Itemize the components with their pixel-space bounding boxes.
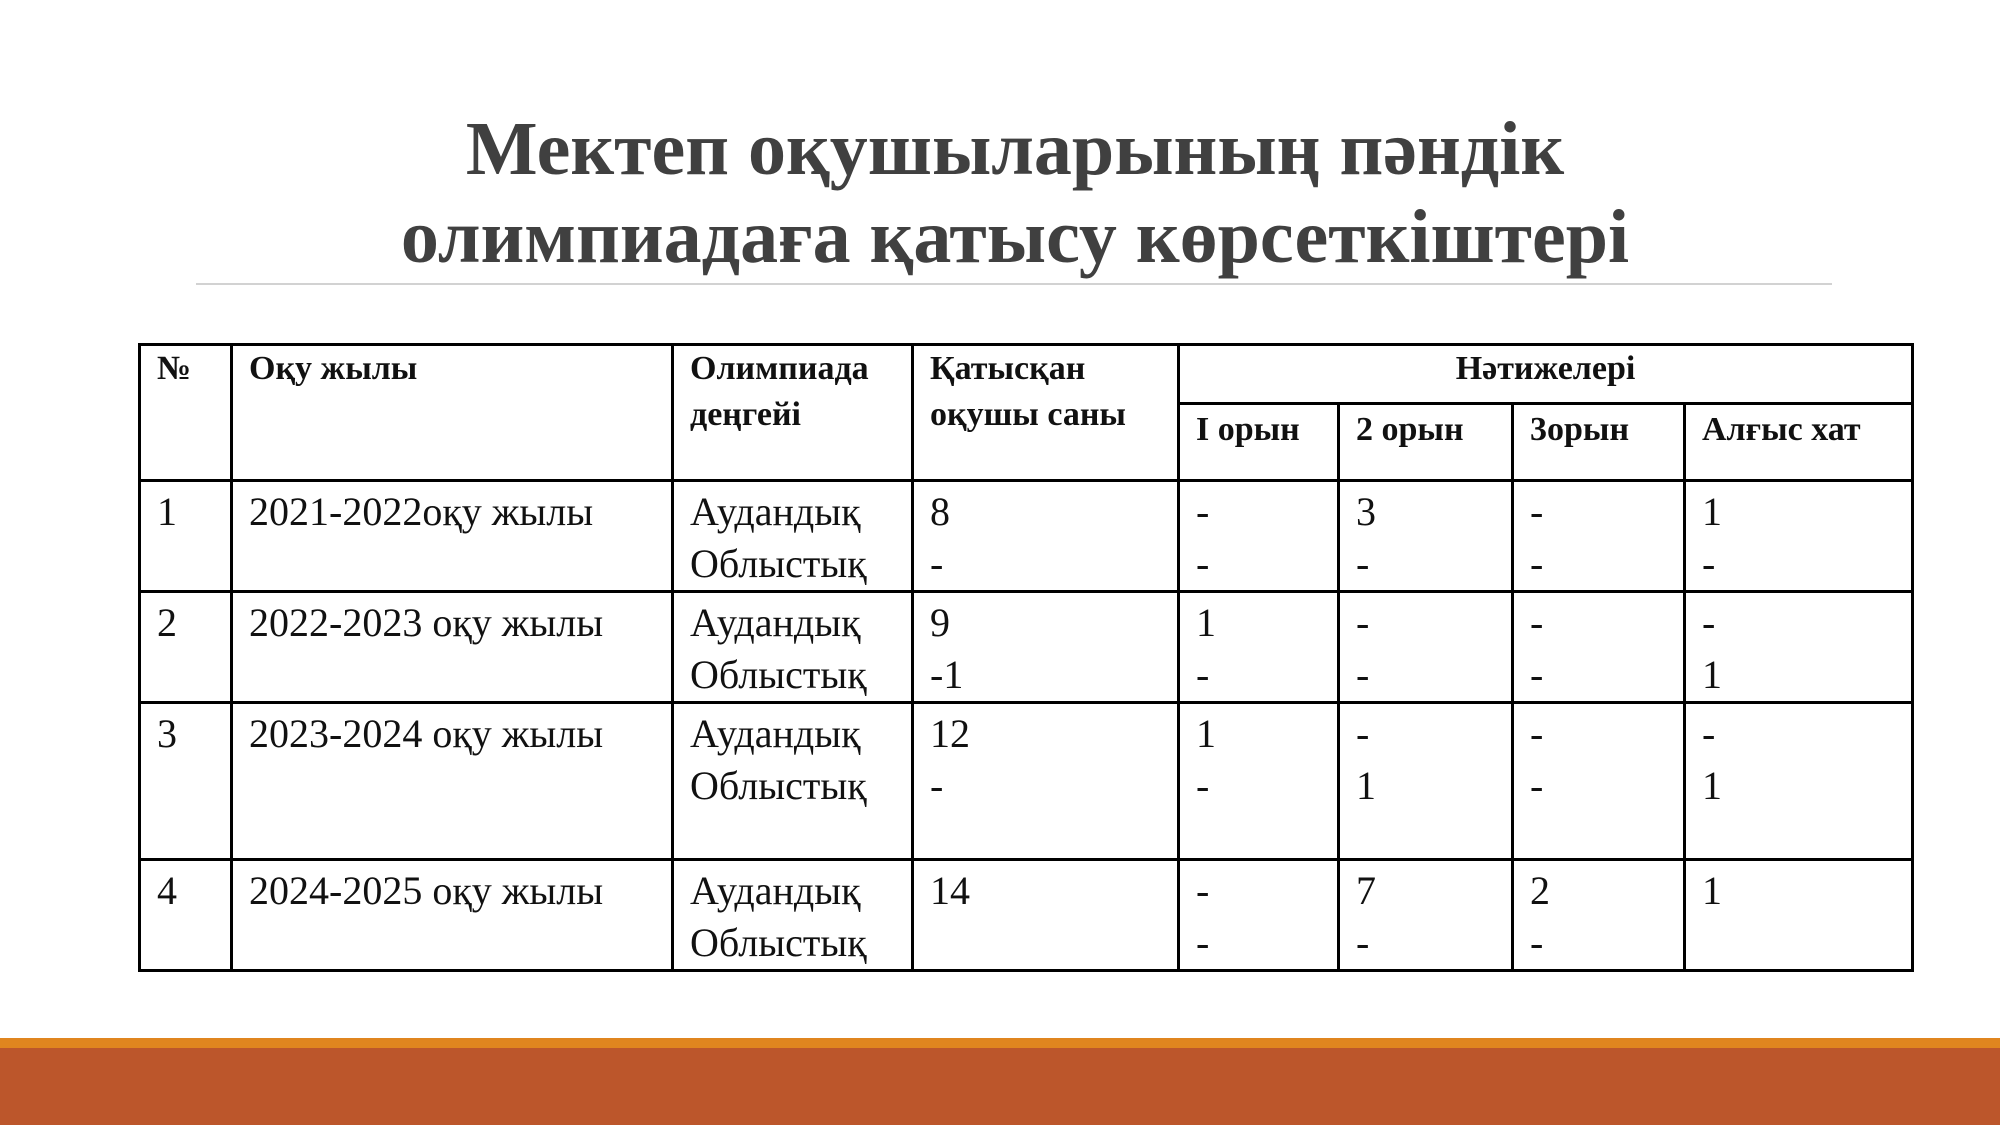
footer-accent-stripe — [0, 1038, 2000, 1048]
commendation-regional: 1 — [1702, 763, 1722, 808]
row-place-3 — [1513, 703, 1685, 860]
level-regional: Облыстық — [690, 763, 867, 808]
participants-district: 14 — [930, 868, 970, 913]
row-place-1 — [1179, 703, 1339, 860]
row-number: 1 — [140, 481, 232, 592]
place-1-district: - — [1196, 489, 1210, 534]
row-place-2 — [1339, 592, 1513, 703]
title-divider — [196, 283, 1832, 285]
row-level — [673, 703, 913, 860]
row-level — [673, 481, 913, 592]
row-number: 2 — [140, 592, 232, 703]
level-district: Аудандық — [690, 489, 861, 534]
place-1-regional: - — [1196, 652, 1210, 697]
row-place-1 — [1179, 592, 1339, 703]
row-place-3 — [1513, 592, 1685, 703]
level-district: Аудандық — [690, 868, 861, 913]
level-district: Аудандық — [690, 600, 861, 645]
header-participants — [913, 345, 1179, 481]
place-2-district: 7 — [1356, 868, 1376, 913]
row-place-2 — [1339, 481, 1513, 592]
row-commendation — [1685, 592, 1913, 703]
place-3-district: - — [1530, 711, 1544, 756]
place-1-district: - — [1196, 868, 1210, 913]
row-year: 2021-2022оқу жылы — [232, 481, 673, 592]
row-participants — [913, 860, 1179, 971]
row-participants — [913, 592, 1179, 703]
place-3-regional: - — [1530, 652, 1544, 697]
commendation-regional: - — [1702, 541, 1716, 586]
header-place-3: 3орын — [1513, 404, 1685, 481]
row-place-3 — [1513, 481, 1685, 592]
table-row — [140, 703, 1913, 860]
table-row — [140, 481, 1913, 592]
row-place-1 — [1179, 481, 1339, 592]
place-2-regional: 1 — [1356, 763, 1376, 808]
row-commendation — [1685, 481, 1913, 592]
commendation-district: - — [1702, 600, 1716, 645]
slide-title-line-1: Мектеп оқушыларының пәндік — [465, 107, 1565, 191]
header-participants-line-2: оқушы саны — [930, 396, 1126, 433]
header-participants-line-1: Қатысқан — [930, 350, 1086, 387]
participants-district: 12 — [930, 711, 970, 756]
row-place-2 — [1339, 703, 1513, 860]
row-participants — [913, 481, 1179, 592]
row-year: 2024-2025 оқу жылы — [232, 860, 673, 971]
table-row — [140, 592, 1913, 703]
place-1-district: 1 — [1196, 600, 1216, 645]
place-3-regional: - — [1530, 920, 1544, 965]
olympiad-results-table — [138, 343, 1914, 972]
place-2-regional: - — [1356, 652, 1370, 697]
header-level-line-2: деңгейі — [690, 396, 801, 433]
row-number: 3 — [140, 703, 232, 860]
level-regional: Облыстық — [690, 652, 867, 697]
commendation-district: 1 — [1702, 868, 1722, 913]
slide-title — [195, 105, 1835, 281]
row-place-2 — [1339, 860, 1513, 971]
participants-regional: - — [930, 541, 944, 586]
commendation-regional: 1 — [1702, 652, 1722, 697]
place-2-district: 3 — [1356, 489, 1376, 534]
table-header-row — [140, 345, 1913, 404]
header-place-1: I орын — [1179, 404, 1339, 481]
header-number: № — [140, 345, 232, 481]
header-commendation: Алғыс хат — [1685, 404, 1913, 481]
level-regional: Облыстық — [690, 920, 867, 965]
commendation-district: - — [1702, 711, 1716, 756]
row-year: 2022-2023 оқу жылы — [232, 592, 673, 703]
place-3-regional: - — [1530, 541, 1544, 586]
row-level — [673, 592, 913, 703]
participants-district: 8 — [930, 489, 950, 534]
header-level — [673, 345, 913, 481]
participants-regional: -1 — [930, 652, 964, 697]
row-number: 4 — [140, 860, 232, 971]
place-1-regional: - — [1196, 541, 1210, 586]
row-participants — [913, 703, 1179, 860]
place-1-district: 1 — [1196, 711, 1216, 756]
footer-bar — [0, 1048, 2000, 1125]
participants-regional: - — [930, 763, 944, 808]
participants-district: 9 — [930, 600, 950, 645]
header-year: Оқу жылы — [232, 345, 673, 481]
place-3-district: 2 — [1530, 868, 1550, 913]
header-place-2: 2 орын — [1339, 404, 1513, 481]
level-district: Аудандық — [690, 711, 861, 756]
place-3-district: - — [1530, 489, 1544, 534]
row-commendation — [1685, 860, 1913, 971]
place-2-district: - — [1356, 600, 1370, 645]
place-2-district: - — [1356, 711, 1370, 756]
header-level-line-1: Олимпиада — [690, 350, 869, 387]
place-3-regional: - — [1530, 763, 1544, 808]
slide-title-line-2: олимпиадаға қатысу көрсеткіштері — [400, 195, 1630, 279]
table-row — [140, 860, 1913, 971]
header-results: Нәтижелері — [1179, 345, 1913, 404]
place-2-regional: - — [1356, 920, 1370, 965]
row-commendation — [1685, 703, 1913, 860]
commendation-district: 1 — [1702, 489, 1722, 534]
place-2-regional: - — [1356, 541, 1370, 586]
place-1-regional: - — [1196, 763, 1210, 808]
row-place-1 — [1179, 860, 1339, 971]
place-1-regional: - — [1196, 920, 1210, 965]
row-year: 2023-2024 оқу жылы — [232, 703, 673, 860]
row-level — [673, 860, 913, 971]
place-3-district: - — [1530, 600, 1544, 645]
level-regional: Облыстық — [690, 541, 867, 586]
row-place-3 — [1513, 860, 1685, 971]
